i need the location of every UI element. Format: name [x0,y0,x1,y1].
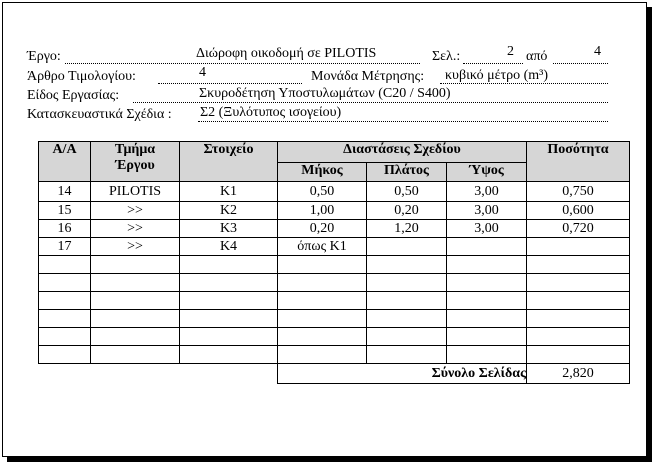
cell-width: 0,20 [367,202,447,220]
table-row [39,346,630,364]
cell-section [91,328,180,346]
cell-aa: 15 [39,202,91,220]
cell-quantity: 0,600 [527,202,630,220]
col-header-quantity: Ποσότητα [527,142,630,182]
cell-quantity [527,346,630,364]
col-header-width: Πλάτος [367,163,447,182]
cell-length: 0,20 [278,220,367,238]
cell-element [180,346,278,364]
table-row [39,310,630,328]
cell-element: Κ2 [180,202,278,220]
cell-length [278,328,367,346]
cell-length: όπως Κ1 [278,238,367,256]
col-header-aa: Α/Α [39,142,91,182]
cell-element [180,328,278,346]
document-sheet [2,2,647,457]
table-row [39,238,630,256]
cell-width [367,328,447,346]
cell-section [91,274,180,292]
col-header-height: Ύψος [447,163,527,182]
table-row [39,256,630,274]
cell-section [91,310,180,328]
of-value: 4 [594,44,601,59]
drawings-label: Κατασκευαστικά Σχέδια : [27,107,172,122]
cell-quantity [527,238,630,256]
cell-length: 1,00 [278,202,367,220]
table-row [39,220,630,238]
cell-height: 3,00 [447,202,527,220]
cell-quantity: 0,750 [527,182,630,202]
cell-quantity [527,328,630,346]
project-label: Έργο: [27,49,61,64]
page-value: 2 [507,44,514,59]
cell-height [447,238,527,256]
col-header-dimensions: Διαστάσεις Σχεδίου [278,142,527,163]
table-row [39,202,630,220]
col-header-length: Μήκος [278,163,367,182]
article-value: 4 [199,65,206,80]
cell-width: 1,20 [367,220,447,238]
article-label: Άρθρο Τιμολογίου: [27,69,136,84]
cell-width [367,238,447,256]
cell-length [278,346,367,364]
unit-value: κυβικό μέτρο (m³) [445,68,549,83]
of-label: από [526,49,548,64]
cell-aa: 17 [39,238,91,256]
total-spacer [39,364,278,384]
cell-width [367,274,447,292]
cell-length [278,256,367,274]
cell-section [91,292,180,310]
cell-width [367,310,447,328]
worktype-dotted-line [133,102,608,103]
cell-section: PILOTIS [91,182,180,202]
cell-height [447,328,527,346]
worktype-value: Σκυροδέτηση Υποστυλωμάτων (C20 / S400) [199,86,451,101]
cell-element [180,274,278,292]
cell-length: 0,50 [278,182,367,202]
page-total-value: 2,820 [527,364,630,384]
cell-aa [39,292,91,310]
table-row [39,182,630,202]
project-value: Διώροφη οικοδομή σε PILOTIS [196,46,377,61]
table-row [39,274,630,292]
cell-height [447,256,527,274]
unit-label: Μονάδα Μέτρησης: [311,69,425,84]
cell-quantity [527,310,630,328]
page-total-label: Σύνολο Σελίδας [278,364,527,384]
cell-quantity [527,274,630,292]
cell-height [447,346,527,364]
cell-element [180,292,278,310]
cell-height: 3,00 [447,182,527,202]
cell-element: Κ1 [180,182,278,202]
col-header-section [91,142,180,182]
cell-height [447,274,527,292]
cell-aa [39,346,91,364]
cell-height: 3,00 [447,220,527,238]
drawings-value: Σ2 (Ξυλότυπος ισογείου) [200,105,342,120]
cell-length [278,274,367,292]
article-dotted-line [158,83,302,84]
col-header-section-text: Τμήμα Έργου [114,142,156,173]
cell-width [367,346,447,364]
drawings-dotted-line [198,121,608,122]
page-dotted-line [463,63,523,64]
cell-section: >> [91,220,180,238]
cell-section: >> [91,238,180,256]
cell-aa [39,256,91,274]
page-label: Σελ.: [432,49,461,64]
cell-element [180,310,278,328]
cell-quantity [527,256,630,274]
cell-height [447,310,527,328]
cell-length [278,310,367,328]
cell-quantity [527,292,630,310]
project-dotted-line [65,63,420,64]
cell-section [91,256,180,274]
col-header-element: Στοιχείο [180,142,278,182]
cell-section: >> [91,202,180,220]
cell-element: Κ3 [180,220,278,238]
cell-width [367,292,447,310]
cell-aa: 14 [39,182,91,202]
table-row [39,328,630,346]
cell-aa [39,310,91,328]
worktype-label: Είδος Εργασίας: [27,88,120,103]
cell-element: Κ4 [180,238,278,256]
cell-length [278,292,367,310]
cell-section [91,346,180,364]
table-row [39,292,630,310]
cell-aa [39,328,91,346]
cell-quantity: 0,720 [527,220,630,238]
measurement-table [38,141,630,384]
cell-aa [39,274,91,292]
cell-height [447,292,527,310]
cell-element [180,256,278,274]
cell-width [367,256,447,274]
cell-aa: 16 [39,220,91,238]
of-dotted-line [553,63,608,64]
cell-width: 0,50 [367,182,447,202]
